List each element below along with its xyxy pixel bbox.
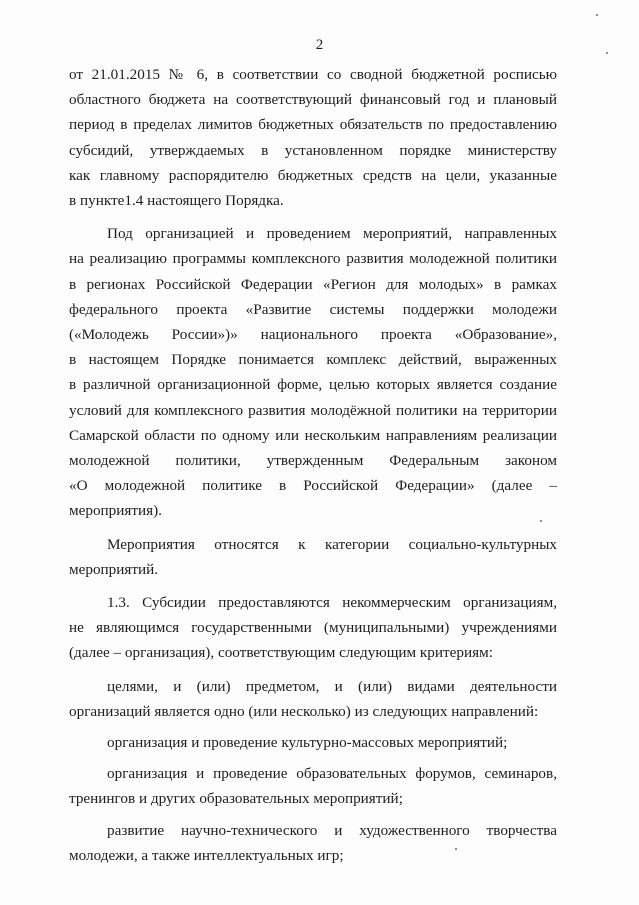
text-line: в настоящем Порядке понимается комплекс действий, выраженных bbox=[69, 351, 557, 369]
text-line: 1.3. Субсидии предоставляются некоммерческим организациям, bbox=[107, 594, 557, 612]
text-line: на реализацию программы комплексного развития молодежной политики bbox=[69, 250, 557, 268]
text-line: Под организацией и проведением мероприятий, направленных bbox=[107, 225, 557, 243]
text-line: период в пределах лимитов бюджетных обязательств по предоставлению bbox=[69, 116, 557, 134]
text-line: организация и проведение образовательных форумов, семинаров, bbox=[107, 765, 557, 783]
paragraph-item-creativity bbox=[69, 818, 557, 868]
text-line: Мероприятия относятся к категории социально-культурных bbox=[107, 535, 557, 553]
text-line: («Молодежь России»)» национального проекта «Образование», bbox=[69, 326, 557, 344]
text-line: областного бюджета на соответствующий финансовый год и плановый bbox=[69, 91, 557, 109]
text-line: не являющимся государственными (муниципальными) учреждениями bbox=[69, 619, 557, 637]
document-body bbox=[69, 62, 557, 874]
text-line: развитие научно-технического и художественного творчества bbox=[107, 821, 557, 839]
paragraph-clause-1-3 bbox=[69, 590, 557, 666]
paragraph-events-category bbox=[69, 532, 557, 582]
text-line: федерального проекта «Развитие системы поддержки молодежи bbox=[69, 300, 557, 318]
text-line: в пункте1.4 настоящего Порядка. bbox=[69, 192, 284, 210]
page-number: 2 bbox=[315, 37, 324, 53]
paragraph-item-educational-events bbox=[69, 761, 557, 811]
scan-speck bbox=[606, 52, 608, 54]
text-line: тренингов и других образовательных мероприятий; bbox=[69, 790, 403, 808]
text-line: от 21.01.2015 № 6, в соответствии со сводной бюджетной росписью bbox=[69, 66, 557, 83]
text-line: молодежи, а также интеллектуальных игр; bbox=[69, 846, 344, 864]
paragraph-events-definition bbox=[69, 221, 557, 523]
text-line: (далее – организация), соответствующим следующим критериям: bbox=[69, 644, 493, 662]
text-line: молодежной политики, утвержденным Федеральным законом bbox=[69, 452, 557, 470]
text-line: мероприятий. bbox=[69, 560, 159, 578]
paragraph-criteria bbox=[69, 674, 557, 724]
scan-speck bbox=[596, 14, 598, 16]
text-line: субсидий, утверждаемых в установленном порядке министерству bbox=[69, 141, 557, 159]
text-line: в различной организационной форме, целью которых является создание bbox=[69, 376, 557, 394]
text-line: целями, и (или) предметом, и (или) видами деятельности bbox=[107, 677, 557, 695]
text-line: «О молодежной политике в Российской Федерации» (далее – bbox=[69, 477, 557, 495]
text-line: организаций является одно (или несколько) из следующих направлений: bbox=[69, 702, 539, 720]
text-line: условий для комплексного развития молодёжной политики на территории bbox=[69, 401, 557, 419]
text-line: мероприятия). bbox=[69, 502, 162, 520]
text-line: в регионах Российской Федерации «Регион для молодых» в рамках bbox=[69, 275, 557, 293]
paragraph-continuation bbox=[69, 62, 557, 213]
text-line: организация и проведение культурно-массовых мероприятий; bbox=[107, 734, 508, 752]
text-line: как главному распорядителю бюджетных средств на цели, указанные bbox=[69, 166, 557, 184]
paragraph-item-cultural-events bbox=[69, 730, 557, 755]
text-line: Самарской области по одному или нескольким направлениям реализации bbox=[69, 426, 557, 444]
